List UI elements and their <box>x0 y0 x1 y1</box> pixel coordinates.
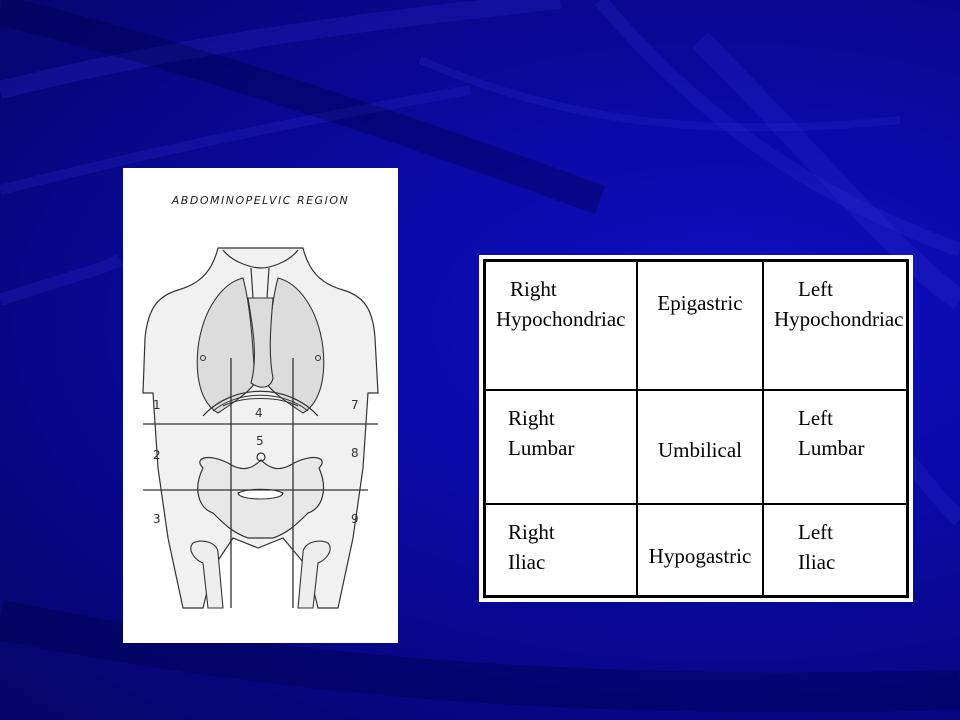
drawing-title: ABDOMINOPELVIC REGION <box>171 194 350 207</box>
cell-line: Right <box>508 520 555 544</box>
cell-line: Hypogastric <box>648 544 752 568</box>
region-number-2: 2 <box>153 448 161 462</box>
cell-line: Left <box>798 406 833 430</box>
cell-hypogastric <box>637 504 763 596</box>
cell-line: Lumbar <box>798 436 865 460</box>
cell-line: Lumbar <box>508 436 575 460</box>
cell-line: Left <box>798 277 833 301</box>
cell-umbilical <box>637 390 763 504</box>
region-number-4: 4 <box>255 406 263 420</box>
regions-grid <box>483 259 909 598</box>
region-number-1: 1 <box>153 398 161 412</box>
region-number-8: 8 <box>351 446 359 460</box>
cell-line: Iliac <box>508 550 546 574</box>
abdominopelvic-drawing <box>123 168 398 643</box>
cell-left-iliac <box>763 504 907 596</box>
cell-line: Umbilical <box>658 438 742 462</box>
cell-line: Epigastric <box>657 291 743 315</box>
region-number-3: 3 <box>153 512 161 526</box>
cell-line: Left <box>798 520 833 544</box>
region-number-9: 9 <box>351 512 359 526</box>
cell-right-hypochondriac <box>485 261 637 390</box>
cell-line: Hypochondriac <box>496 307 626 331</box>
pelvic-inlet <box>238 489 283 499</box>
region-number-5: 5 <box>256 434 264 448</box>
region-number-7: 7 <box>351 398 359 412</box>
cell-left-hypochondriac <box>763 261 907 390</box>
regions-table <box>479 255 913 602</box>
cell-left-lumbar <box>763 390 907 504</box>
cell-right-iliac <box>485 504 637 596</box>
cell-line: Right <box>508 406 555 430</box>
cell-line: Right <box>510 277 557 301</box>
cell-line: Hypochondriac <box>774 307 904 331</box>
cell-epigastric <box>637 261 763 390</box>
cell-right-lumbar <box>485 390 637 504</box>
cell-line: Iliac <box>798 550 836 574</box>
